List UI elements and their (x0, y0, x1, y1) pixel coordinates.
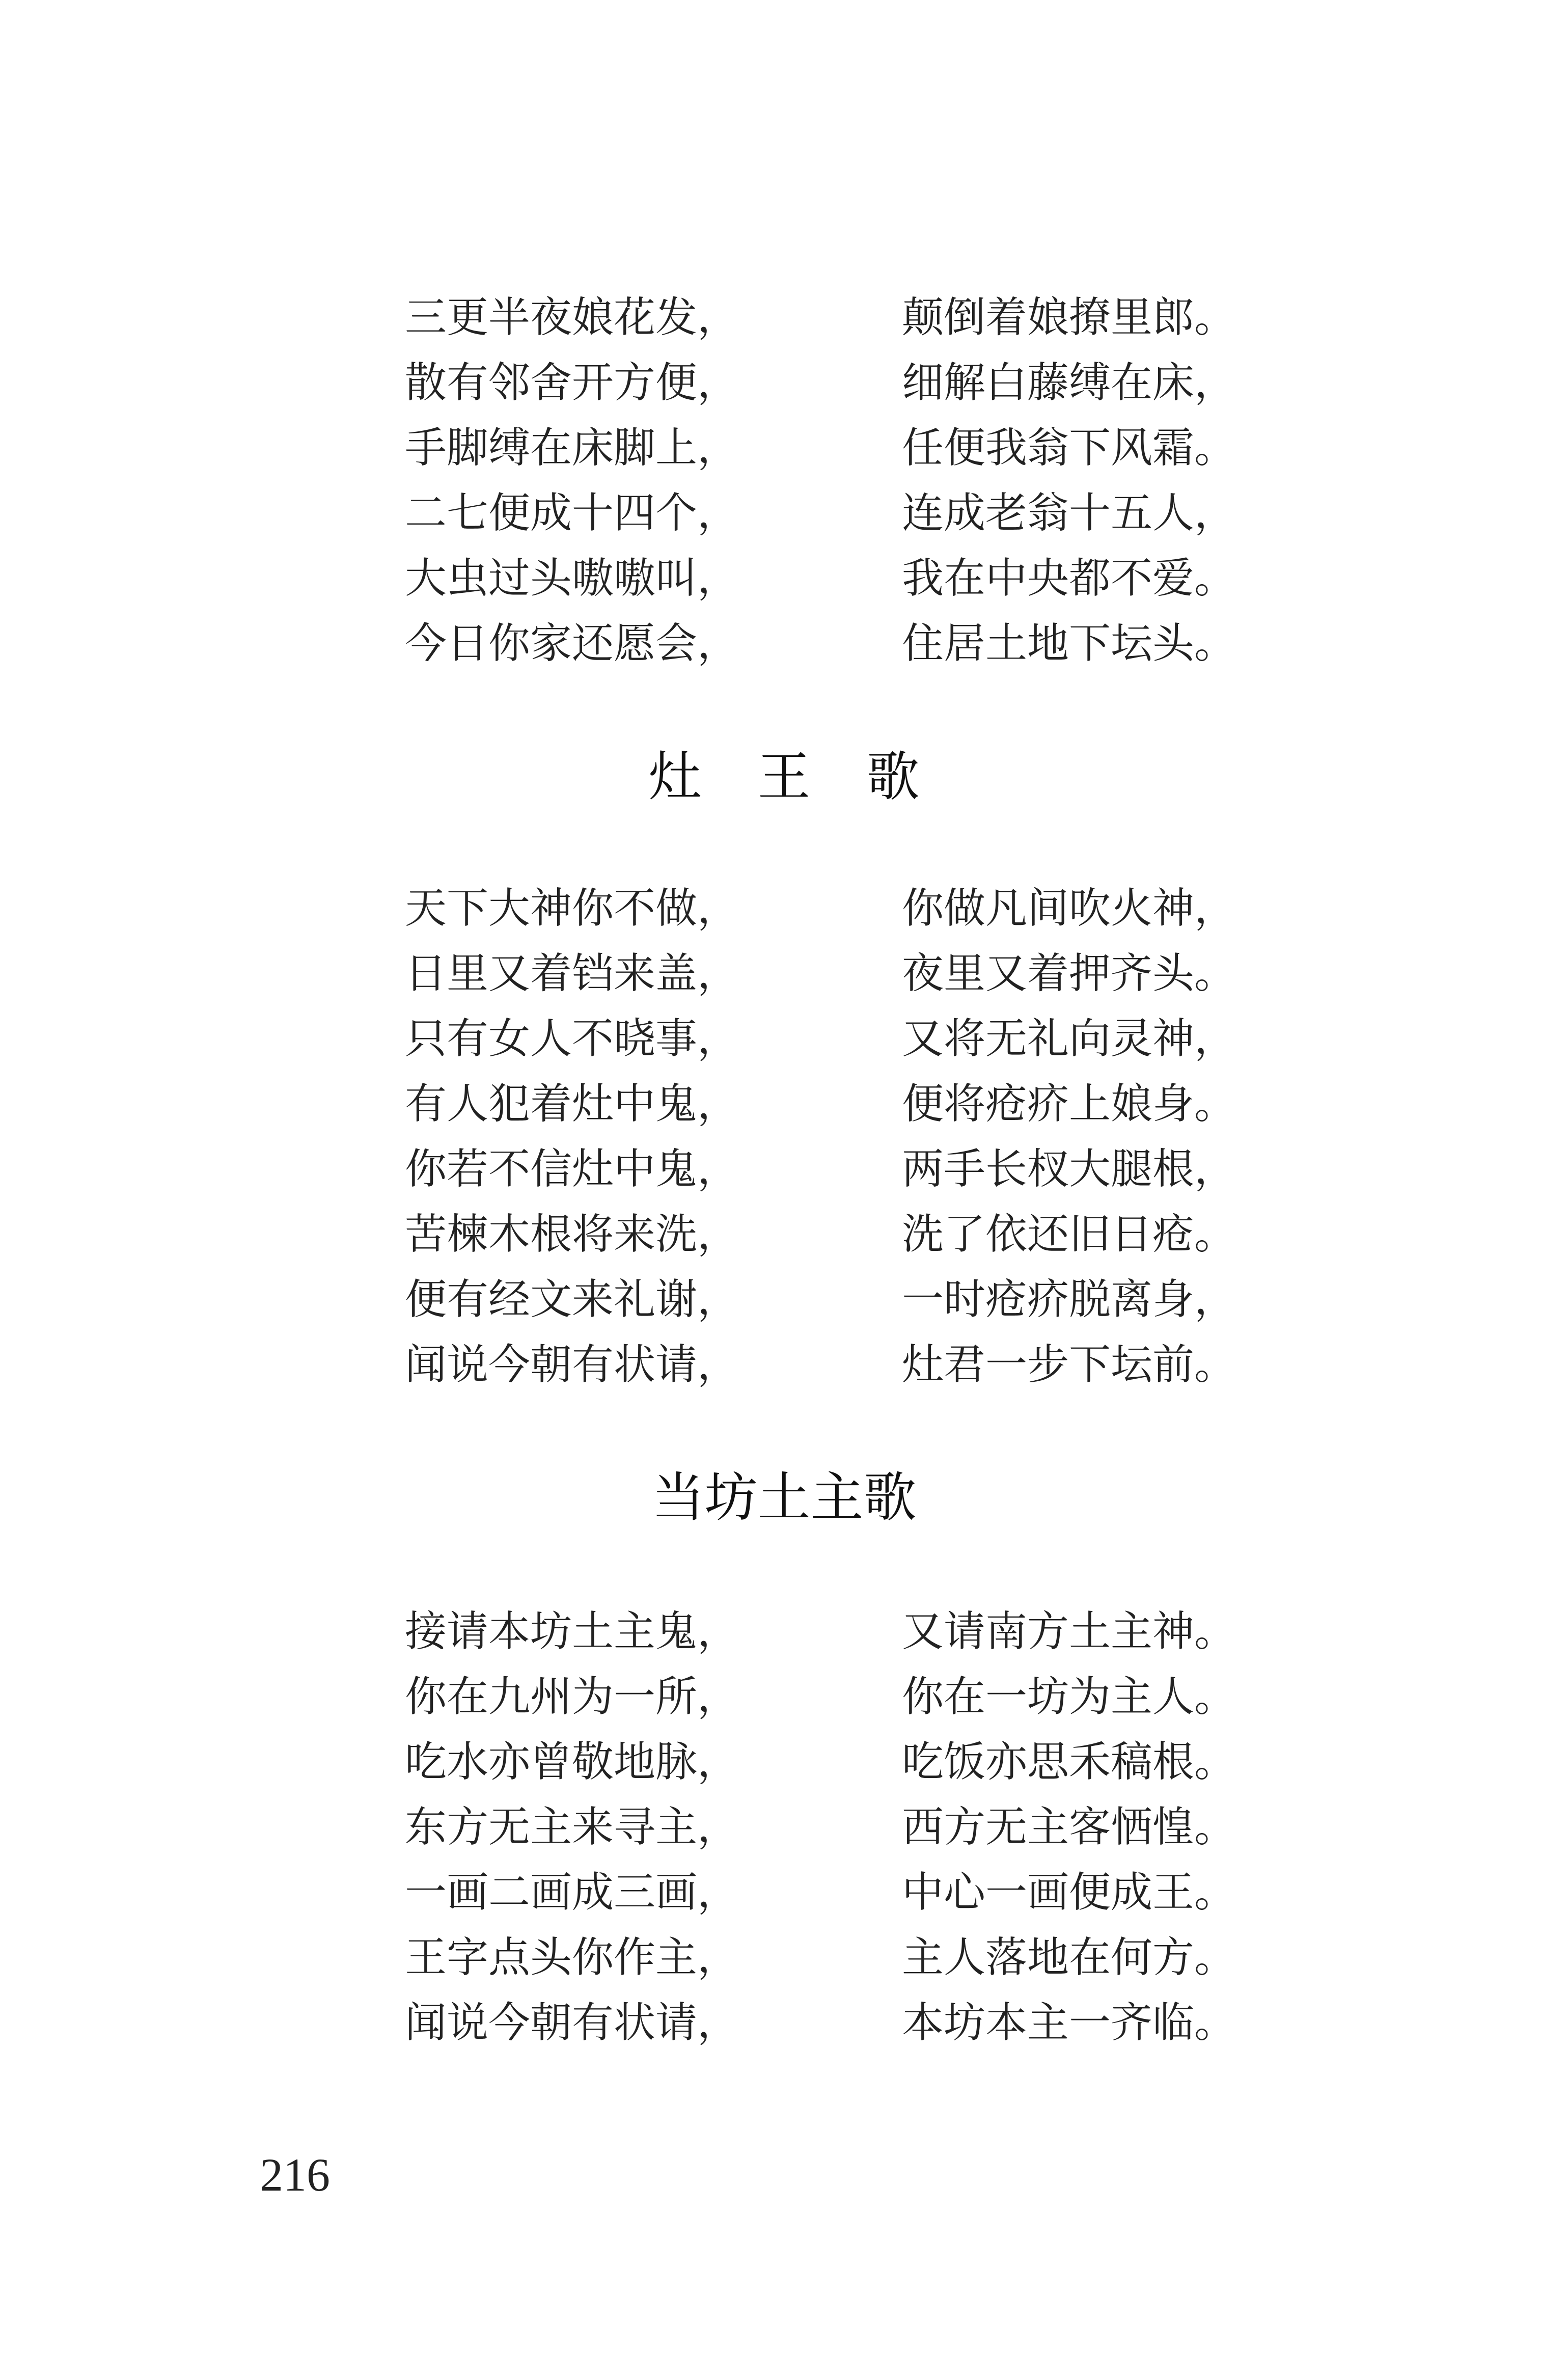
poem1-line-4 (405, 481, 1250, 546)
poem3-line-4-left: 东方无主来寻主， (405, 1803, 739, 1851)
poem3-line-2 (405, 1664, 1250, 1730)
poem2-line-1-left: 天下大神你不做， (405, 884, 739, 933)
poem2-line-3-right: 又将无礼向灵神， (902, 1015, 1236, 1063)
poem1-line-2 (405, 350, 1250, 416)
poem2-line-6-left: 苦楝木根将来洗， (405, 1210, 739, 1259)
poem2-line-4 (405, 1072, 1250, 1137)
poem3-line-1-right: 又请南方土主神。 (902, 1607, 1236, 1656)
page-number: 216 (260, 2149, 330, 2201)
poem3-line-2-right: 你在一坊为主人。 (902, 1673, 1236, 1721)
poem3-line-5 (405, 1860, 1250, 1925)
poem1-line-2-left: 散有邻舍开方便， (405, 359, 739, 407)
poem3-line-7 (405, 1990, 1250, 2056)
poem2-line-3 (405, 1006, 1250, 1072)
poem2-line-7 (405, 1267, 1250, 1332)
poem1-line-6 (405, 611, 1250, 676)
poem1-line-3 (405, 416, 1250, 481)
poem3-line-3-right: 吃饭亦思禾稿根。 (902, 1738, 1236, 1786)
poem1-stanza (405, 285, 1250, 676)
poem1-line-5-left: 大虫过头嗷嗷叫， (405, 554, 739, 603)
poem1-line-4-right: 连成老翁十五人， (902, 489, 1236, 537)
poem1-line-5 (405, 546, 1250, 611)
poem1-line-1-left: 三更半夜娘花发， (405, 293, 739, 342)
poem2-line-2 (405, 941, 1250, 1006)
poem2-line-8 (405, 1332, 1250, 1398)
poem2-line-6-right: 洗了依还旧日疮。 (902, 1210, 1236, 1259)
poem3-stanza (405, 1599, 1250, 2056)
poem1-line-3-left: 手脚缚在床脚上， (405, 424, 739, 472)
poem2-line-7-right: 一时疮疥脱离身， (902, 1275, 1236, 1324)
poem3-line-5-left: 一画二画成三画， (405, 1868, 739, 1917)
poem1-line-4-left: 二七便成十四个， (405, 489, 739, 537)
poem3-line-6 (405, 1925, 1250, 1990)
poem3-line-4 (405, 1795, 1250, 1860)
poem2-line-8-left: 闻说今朝有状请， (405, 1341, 739, 1389)
poem2-line-2-left: 日里又着铛来盖， (405, 949, 739, 998)
poem2-line-5-right: 两手长杈大腿根， (902, 1145, 1236, 1193)
poem3-line-5-right: 中心一画便成王。 (902, 1868, 1236, 1917)
poem1-line-6-right: 住居土地下坛头。 (902, 619, 1236, 668)
poem3-line-4-right: 西方无主客恓惶。 (902, 1803, 1236, 1851)
poem3-line-7-right: 本坊本主一齐临。 (902, 1999, 1236, 2047)
poem2-line-5 (405, 1137, 1250, 1202)
poem2-stanza (405, 876, 1250, 1398)
poem2-line-3-left: 只有女人不晓事， (405, 1015, 739, 1063)
poem2-line-1-right: 你做凡间吹火神， (902, 884, 1236, 933)
poem2-line-2-right: 夜里又着押齐头。 (902, 949, 1236, 998)
poem3-line-7-left: 闻说今朝有状请， (405, 1999, 739, 2047)
poem3-line-6-left: 王字点头你作主， (405, 1933, 739, 1982)
poem2-line-8-right: 灶君一步下坛前。 (902, 1341, 1236, 1389)
poem2-line-5-left: 你若不信灶中鬼， (405, 1145, 739, 1193)
poem1-line-3-right: 任便我翁下风霜。 (902, 424, 1236, 472)
poem2-line-4-left: 有人犯着灶中鬼， (405, 1080, 739, 1128)
poem3-line-3-left: 吃水亦曾敬地脉， (405, 1738, 739, 1786)
poem1-line-5-right: 我在中央都不爱。 (902, 554, 1236, 603)
poem2-title: 灶王歌 (648, 746, 976, 808)
poem3-line-6-right: 主人落地在何方。 (902, 1933, 1236, 1982)
poem3-line-1-left: 接请本坊土主鬼， (405, 1607, 739, 1656)
poem3-title: 当坊土主歌 (651, 1466, 917, 1528)
poem2-line-7-left: 便有经文来礼谢， (405, 1275, 739, 1324)
poem2-line-1 (405, 876, 1250, 941)
poem2-line-6 (405, 1202, 1250, 1267)
poem2-line-4-right: 便将疮疥上娘身。 (902, 1080, 1236, 1128)
poem1-line-1 (405, 285, 1250, 350)
poem3-line-1 (405, 1599, 1250, 1664)
poem1-line-2-right: 细解白藤缚在床， (902, 359, 1236, 407)
poem1-line-1-right: 颠倒着娘撩里郎。 (902, 293, 1236, 342)
poem1-line-6-left: 今日你家还愿会， (405, 619, 739, 668)
poem3-line-3 (405, 1730, 1250, 1795)
poem3-line-2-left: 你在九州为一所， (405, 1673, 739, 1721)
